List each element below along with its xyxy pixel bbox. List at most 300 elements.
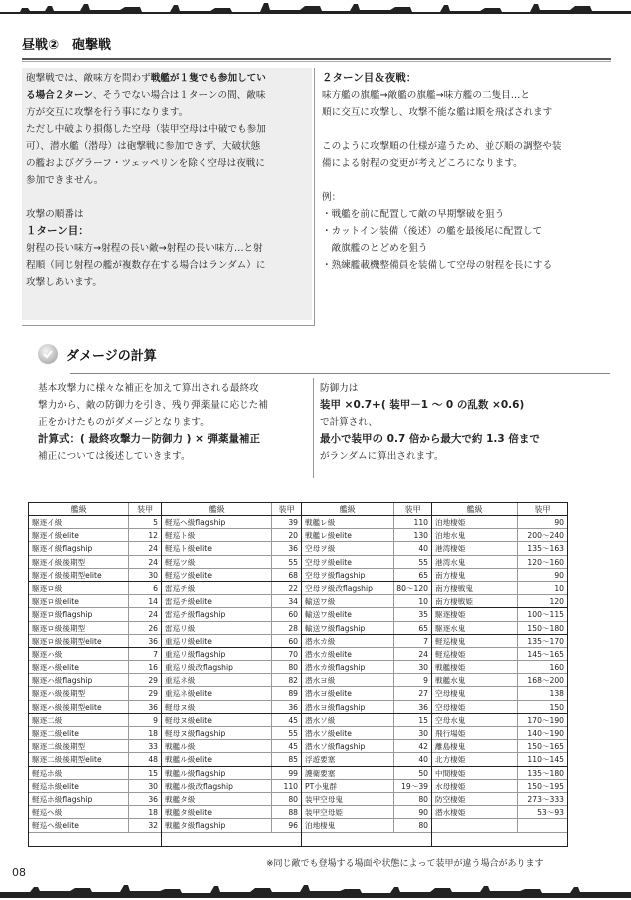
damage-left: [38, 380, 308, 465]
ship-class-cell: 潜水カ級flagship: [305, 663, 366, 673]
table-row: [302, 556, 431, 569]
armor-cell: 99: [271, 767, 301, 779]
ship-class-cell: 潜水ヨ級: [305, 676, 336, 686]
table-row: [302, 542, 431, 555]
armor-cell: 168～200: [517, 674, 567, 686]
ship-class-cell: 戦艦レ級elite: [305, 531, 352, 541]
damage-divider: [313, 378, 314, 478]
defense-title: 防御力は: [320, 383, 359, 394]
armor-cell: 36: [271, 542, 301, 554]
ship-class-cell: 駆逐ハ級後期型: [32, 689, 86, 699]
left-column: [22, 68, 312, 320]
ship-class-cell: 駆逐イ級: [32, 518, 63, 527]
armor-cell: 90: [517, 516, 567, 528]
damage-rule: [70, 373, 610, 374]
table-row: [29, 701, 161, 714]
armor-cell: 100～115: [517, 608, 567, 620]
armor-cell: 200～240: [517, 529, 567, 541]
armor-cell: 145～165: [517, 648, 567, 660]
ship-class-cell: 駆逐イ級後期型: [32, 557, 86, 567]
armor-cell: 27: [393, 687, 431, 699]
ship-class-cell: 軽巡ツ級: [165, 557, 196, 567]
ship-class-cell: 駆逐イ級elite: [32, 531, 79, 541]
armor-cell: 135～180: [517, 767, 567, 779]
armor-cell: 19～39: [393, 780, 431, 792]
armor-cell: 26: [128, 622, 161, 634]
note-line-2: 備による射程の変更が考えどころになります。: [322, 158, 523, 169]
table-row: [162, 767, 301, 780]
left-line-5: 可）、潜水艦（潜母）は砲撃戦に参加できず、大破状態: [26, 141, 261, 152]
left-line-3: 方が交互に攻撃を行う事になります。: [26, 107, 189, 118]
armor-cell: 33: [128, 740, 161, 752]
table-row: [432, 648, 567, 661]
armor-cell: 150～165: [517, 740, 567, 752]
damage-line-3: 正をかけたものがダメージとなります。: [38, 417, 210, 428]
left-line-2: る場合２ターン、そうでない場合は１ターンの間、敵味: [26, 90, 266, 101]
column-divider: [314, 68, 315, 326]
table-row: [162, 674, 301, 687]
table-row: [162, 608, 301, 621]
table-row: [432, 635, 567, 648]
armor-cell: 53～93: [517, 806, 567, 818]
ship-class-cell: 軽巡棲姫: [435, 649, 466, 659]
armor-cell: 36: [128, 635, 161, 647]
armor-cell: 9: [128, 714, 161, 726]
table-row: [162, 595, 301, 608]
ship-class-cell: 空母ヲ級elite: [305, 557, 352, 567]
ship-class-cell: 重巡ネ級elite: [165, 689, 212, 699]
table-row: [302, 767, 431, 780]
armor-cell: 24: [393, 648, 431, 660]
ship-class-cell: 駆逐ロ級: [32, 583, 63, 593]
table-row: [432, 767, 567, 780]
table-row: [162, 648, 301, 661]
armor-cell: 80: [271, 661, 301, 673]
armor-cell: 90: [393, 806, 431, 818]
armor-cell: 36: [271, 701, 301, 713]
armor-cell: 85: [271, 753, 301, 765]
armor-cell: 80: [393, 793, 431, 805]
left-line-1: 砲撃戦では、敵味方を問わず戦艦が１隻でも参加してい: [26, 73, 266, 84]
ship-class-cell: 防空棲姫: [435, 794, 466, 804]
ship-class-cell: 軽巡ヘ級elite: [32, 821, 79, 831]
armor-cell: 29: [128, 687, 161, 699]
ship-class-cell: 泊地棲鬼: [305, 821, 336, 831]
table-row: [162, 727, 301, 740]
ship-class-cell: 護衛要塞: [305, 768, 336, 778]
table-row: [29, 622, 161, 635]
armor-cell: 60: [271, 635, 301, 647]
armor-cell: 80: [271, 793, 301, 805]
ship-class-cell: 雷巡チ級flagship: [165, 610, 226, 620]
ship-class-cell: 潜水カ級: [305, 636, 336, 646]
table-row: [29, 819, 161, 832]
left-line-7: 参加できません。: [26, 175, 104, 186]
left-column-bottom-rule: [22, 325, 315, 326]
armor-cell: 70: [271, 648, 301, 660]
table-row: [162, 687, 301, 700]
armor-cell: 29: [128, 674, 161, 686]
table-row: [162, 516, 301, 529]
armor-cell: 135～163: [517, 542, 567, 554]
ship-class-cell: 南方棲戦姫: [435, 597, 473, 607]
armor-cell: 120: [517, 595, 567, 607]
armor-cell: 90: [517, 569, 567, 581]
table-row: [302, 569, 431, 582]
table-row: [432, 687, 567, 700]
ship-class-cell: 駆逐ハ級elite: [32, 663, 79, 673]
armor-cell: 10: [393, 595, 431, 607]
armor-cell: 55: [271, 727, 301, 739]
ship-class-cell: 潜水ソ級elite: [305, 729, 352, 738]
damage-line-2: 撃力から、敵の防御力を引き、残り弾薬量に応じた補: [38, 400, 268, 411]
table-row: [302, 780, 431, 793]
example-3: 敵旗艦のとどめを狙う: [322, 243, 428, 254]
armor-cell: 130: [393, 529, 431, 541]
armor-cell: 55: [393, 556, 431, 568]
table-row: [162, 806, 301, 819]
armor-cell: 9: [393, 674, 431, 686]
table-row: [302, 608, 431, 621]
armor-cell: 18: [128, 806, 161, 818]
table-row: [432, 622, 567, 635]
table-row: [432, 582, 567, 595]
table-row: [29, 595, 161, 608]
table-row: [432, 674, 567, 687]
ship-class-cell: 輸送ワ級: [305, 597, 336, 607]
table-row: [162, 740, 301, 753]
footnote: ※同じ敵でも登場する場面や状態によって装甲が違う場合があります: [266, 859, 544, 869]
table-header: [29, 503, 161, 516]
ship-class-cell: 飛行場姫: [435, 729, 466, 738]
table-row: [162, 819, 301, 832]
armor-cell: 150: [517, 701, 567, 713]
armor-cell: 34: [271, 595, 301, 607]
top-fleet-silhouette: [0, 0, 631, 18]
armor-cell: 68: [271, 569, 301, 581]
table-group-1: [29, 503, 162, 846]
armor-cell: 5: [128, 516, 161, 528]
table-row: [29, 780, 161, 793]
turn1-title: １ターン目：: [26, 225, 89, 237]
table-group-2: [162, 503, 302, 846]
armor-table: [28, 502, 568, 847]
ship-class-cell: 潜水ヨ級flagship: [305, 702, 366, 712]
armor-cell: 135～170: [517, 635, 567, 647]
ship-class-cell: 軽巡ホ級flagship: [32, 794, 93, 804]
table-header: [432, 503, 567, 516]
armor-cell: 15: [128, 767, 161, 779]
armor-cell: 30: [393, 727, 431, 739]
armor-cell: 45: [271, 714, 301, 726]
table-row: [29, 714, 161, 727]
ship-class-cell: 装甲空母鬼: [305, 794, 343, 804]
table-row: [302, 529, 431, 542]
table-row: [162, 569, 301, 582]
table-row: [162, 556, 301, 569]
armor-cell: 55: [271, 556, 301, 568]
ship-class-cell: 潜水ソ級: [305, 715, 336, 725]
armor-cell: 36: [393, 701, 431, 713]
table-row: [29, 727, 161, 740]
table-row: [162, 582, 301, 595]
table-row: [29, 569, 161, 582]
damage-line-1: 基本攻撃力に様々な補正を加えて算出される最終攻: [38, 383, 259, 394]
armor-cell: 15: [393, 714, 431, 726]
header-ship-class: 艦級: [339, 505, 356, 514]
ship-class-cell: 空母ヲ級改flagship: [305, 583, 373, 593]
ship-class-cell: 潜水ソ級flagship: [305, 742, 366, 752]
table-row: [162, 753, 301, 766]
armor-cell: 138: [517, 687, 567, 699]
ship-class-cell: 空母棲鬼: [435, 689, 466, 699]
table-row: [162, 529, 301, 542]
turn1-line-2: 程順（同じ射程の艦が複数存在する場合はランダム）に: [26, 260, 266, 271]
ship-class-cell: 重巡リ級flagship: [165, 649, 226, 659]
armor-cell: 60: [271, 608, 301, 620]
ship-class-cell: 駆逐水鬼: [435, 623, 466, 633]
ship-class-cell: 軽母ヌ級elite: [165, 715, 212, 725]
table-row: [29, 635, 161, 648]
armor-cell: 150～195: [517, 780, 567, 792]
ship-class-cell: 軽母ヌ級: [165, 702, 196, 712]
armor-cell: 65: [393, 622, 431, 634]
ship-class-cell: 駆逐ハ級後期型elite: [32, 702, 102, 712]
ship-class-cell: 駆逐イ級後期型elite: [32, 570, 102, 580]
ship-class-cell: 駆逐二級後期型elite: [32, 755, 102, 765]
armor-cell: 6: [128, 582, 161, 594]
ship-class-cell: 軽母ヌ級flagship: [165, 729, 226, 738]
ship-class-cell: 北方棲姫: [435, 755, 466, 765]
armor-cell: 30: [128, 780, 161, 792]
defense-line-2: で計算され、: [320, 417, 379, 428]
ship-class-cell: 駆逐ロ級後期型elite: [32, 636, 102, 646]
ship-class-cell: 戦艦レ級: [305, 518, 336, 527]
table-row: [432, 727, 567, 740]
damage-formula-note: 補正については後述していきます。: [38, 451, 191, 462]
armor-cell: 36: [128, 793, 161, 805]
table-row: [29, 687, 161, 700]
ship-class-cell: 装甲空母姫: [305, 808, 343, 818]
table-row: [432, 793, 567, 806]
ship-class-cell: 空母ヲ級flagship: [305, 570, 366, 580]
ship-class-cell: 駆逐二級後期型: [32, 742, 86, 752]
armor-cell: 18: [128, 727, 161, 739]
table-row: [432, 701, 567, 714]
armor-cell: 20: [271, 529, 301, 541]
armor-cell: 32: [128, 819, 161, 831]
ship-class-cell: 駆逐二級elite: [32, 729, 79, 738]
armor-cell: 30: [393, 661, 431, 673]
ship-class-cell: 雷巡チ級: [165, 583, 196, 593]
ship-class-cell: 重巡リ級elite: [165, 636, 212, 646]
armor-cell: 65: [393, 569, 431, 581]
armor-cell: 36: [128, 701, 161, 713]
armor-cell: 7: [393, 635, 431, 647]
ship-class-cell: 水母棲姫: [435, 781, 466, 791]
armor-cell: 150～180: [517, 622, 567, 634]
ship-class-cell: 軽巡ト級elite: [165, 544, 212, 554]
table-row: [432, 806, 567, 819]
page-number: 08: [12, 866, 26, 879]
table-row: [29, 793, 161, 806]
defense-line-4: がランダムに算出されます。: [320, 451, 444, 462]
ship-class-cell: 軽巡ホ級: [32, 768, 63, 778]
armor-cell: 40: [393, 753, 431, 765]
check-icon: [38, 344, 58, 364]
ship-class-cell: 重巡ネ級: [165, 676, 196, 686]
ship-class-cell: 南方棲鬼: [435, 570, 466, 580]
armor-cell: 14: [128, 595, 161, 607]
table-row: [29, 806, 161, 819]
table-header: [162, 503, 301, 516]
table-row: [302, 753, 431, 766]
table-row: [162, 542, 301, 555]
defense-range: 最小で装甲の 0.7 倍から最大で約 1.3 倍まで: [320, 433, 540, 445]
table-row: [29, 608, 161, 621]
table-row: [29, 556, 161, 569]
turn2-line-2: 順に交互に攻撃し、攻撃不能な艦は順を飛ばされます: [322, 107, 553, 118]
table-row: [162, 701, 301, 714]
ship-class-cell: 重巡リ級改flagship: [165, 663, 233, 673]
ship-class-cell: 軽巡ト級: [165, 531, 196, 541]
armor-cell: 82: [271, 674, 301, 686]
table-row: [162, 635, 301, 648]
turn2-title: ２ターン目＆夜戦：: [322, 72, 417, 84]
table-row: [432, 780, 567, 793]
turn1-line-3: 攻撃しあいます。: [26, 277, 102, 288]
table-row: [29, 582, 161, 595]
ship-class-cell: 駆逐イ級flagship: [32, 544, 93, 554]
armor-cell: 45: [271, 740, 301, 752]
table-row: [432, 661, 567, 674]
ship-class-cell: PT小鬼群: [305, 781, 337, 791]
table-row: [302, 740, 431, 753]
ship-class-cell: 戦艦ル級elite: [165, 755, 212, 765]
ship-class-cell: 戦艦ル級: [165, 742, 196, 752]
table-row: [432, 714, 567, 727]
ship-class-cell: 駆逐ロ級elite: [32, 597, 79, 607]
ship-class-cell: 雷巡チ級elite: [165, 597, 212, 607]
armor-cell: 273～333: [517, 793, 567, 805]
table-row: [29, 674, 161, 687]
table-row: [432, 516, 567, 529]
note-line-1: このように攻撃順の仕様が違うため、並び順の調整や装: [322, 141, 562, 152]
ship-class-cell: 浮遊要塞: [305, 755, 336, 765]
ship-class-cell: 雷巡リ級: [165, 623, 196, 633]
armor-cell: 89: [271, 687, 301, 699]
section-rule-thin: [22, 61, 611, 62]
table-row: [29, 661, 161, 674]
table-row: [302, 701, 431, 714]
bottom-fleet-silhouette: [0, 882, 631, 900]
table-row: [432, 556, 567, 569]
table-header: [302, 503, 431, 516]
armor-cell: 24: [128, 556, 161, 568]
ship-class-cell: 港湾棲姫: [435, 544, 466, 554]
table-row: [162, 793, 301, 806]
armor-cell: 22: [271, 582, 301, 594]
header-armor: 装甲: [128, 503, 161, 515]
ship-class-cell: 輸送ワ級elite: [305, 610, 352, 620]
table-row: [302, 582, 431, 595]
ship-class-cell: 潜水棲姫: [435, 808, 466, 818]
armor-cell: 80～120: [393, 582, 431, 594]
table-row: [162, 661, 301, 674]
ship-class-cell: 輸送ワ級flagship: [305, 623, 366, 633]
example-4: ・熟練艦載機整備員を装備して空母の射程を長にする: [322, 260, 553, 271]
ship-class-cell: 空母棲姫: [435, 702, 466, 712]
ship-class-cell: 戦艦ル級改flagship: [165, 781, 233, 791]
armor-cell: 42: [393, 740, 431, 752]
armor-cell: 50: [393, 767, 431, 779]
ship-class-cell: 軽巡ヘ級flagship: [165, 518, 226, 527]
ship-class-cell: 戦艦タ級elite: [165, 808, 212, 818]
table-row: [432, 740, 567, 753]
armor-cell: 28: [271, 622, 301, 634]
armor-cell: 7: [128, 648, 161, 660]
ship-class-cell: 軽巡棲鬼: [435, 636, 466, 646]
table-row: [432, 569, 567, 582]
ship-class-cell: 離島棲鬼: [435, 742, 466, 752]
armor-cell: 48: [128, 753, 161, 765]
table-row: [162, 714, 301, 727]
table-row: [302, 661, 431, 674]
table-row: [302, 516, 431, 529]
table-row: [302, 727, 431, 740]
armor-cell: 160: [517, 661, 567, 673]
defense-formula: 装甲 ×0.7+( 装甲－1 ～ 0 の乱数 ×0.6): [320, 399, 525, 411]
turn2-line-1: 味方艦の旗艦→敵艦の旗艦→味方艦の二隻目…と: [322, 90, 530, 101]
table-row: [29, 529, 161, 542]
ship-class-cell: 戦艦タ級: [165, 794, 196, 804]
section-title: 昼戦② 砲撃戦: [22, 38, 112, 53]
armor-cell: 35: [393, 608, 431, 620]
table-row: [302, 819, 431, 832]
damage-heading: [38, 344, 157, 364]
ship-class-cell: [432, 819, 517, 831]
header-armor: 装甲: [271, 503, 301, 515]
header-armor: 装甲: [393, 503, 431, 515]
ship-class-cell: 軽巡ヘ級: [32, 808, 63, 818]
armor-cell: 16: [128, 661, 161, 673]
ship-class-cell: 軽巡ホ級elite: [32, 781, 79, 791]
armor-cell: [517, 819, 567, 831]
ship-class-cell: 駆逐ロ級flagship: [32, 610, 93, 620]
ship-class-cell: 潜水カ級elite: [305, 649, 352, 659]
ship-class-cell: 空母水鬼: [435, 715, 466, 725]
ship-class-cell: 駆逐ハ級: [32, 649, 63, 659]
table-row: [29, 516, 161, 529]
ship-class-cell: 駆逐ハ級flagship: [32, 676, 93, 686]
table-row: [302, 806, 431, 819]
armor-cell: 96: [271, 819, 301, 831]
armor-cell: 24: [128, 542, 161, 554]
table-group-4: [432, 503, 567, 846]
turn1-line-1: 射程の長い味方→射程の長い敵→射程の長い味方…と射: [26, 243, 263, 254]
right-column: [318, 68, 608, 320]
table-row: [432, 608, 567, 621]
ship-class-cell: 戦艦ル級flagship: [165, 768, 226, 778]
table-row: [432, 595, 567, 608]
table-row: [29, 542, 161, 555]
ship-class-cell: 駆逐ロ級後期型: [32, 623, 86, 633]
ship-class-cell: 駆逐二級: [32, 715, 63, 725]
ship-class-cell: 泊地棲姫: [435, 518, 466, 527]
ship-class-cell: 空母ヲ級: [305, 544, 336, 554]
ship-class-cell: 港湾水鬼: [435, 557, 466, 567]
table-row: [29, 767, 161, 780]
